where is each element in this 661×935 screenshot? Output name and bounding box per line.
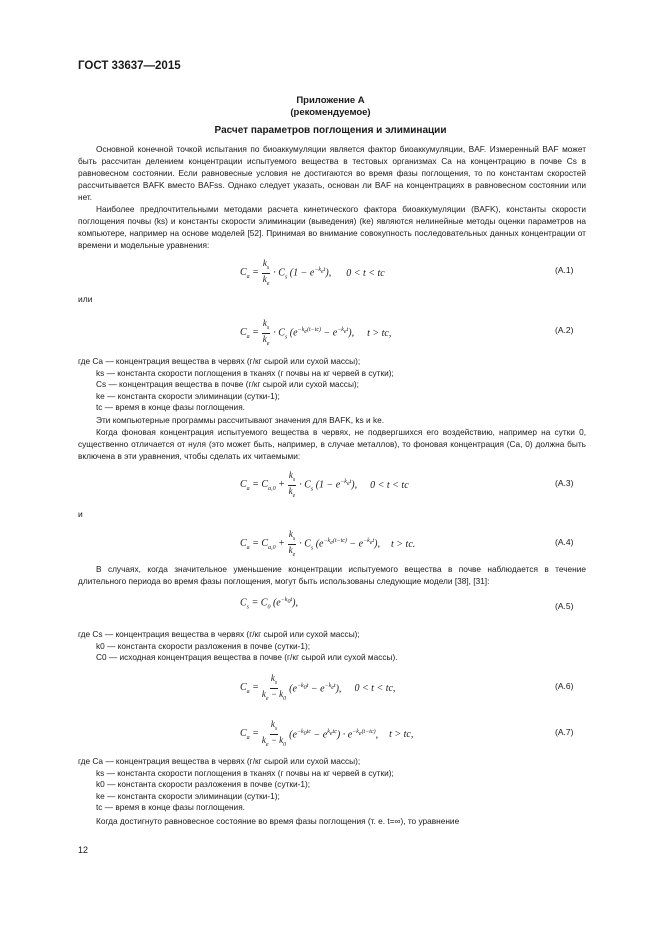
equation-a5-number: (A.5) (555, 601, 574, 611)
equation-a4-number: (A.4) (555, 537, 574, 547)
def-line: k0 — константа скорости разложения в почве (сутки-1); (96, 640, 311, 651)
def-line: C0 — исходная концентрация вещества в почве (г/кг сырой или сухой массы). (96, 652, 398, 662)
paragraph-1: Основной конечной точкой испытания по биоаккумуляции является фактор биоаккумуляции, BAF. Измеренный BAF может быть рассчитан делением концентрации испытуемого вещества в тестовых организмах Ca на концентрацию в почве Cs в равновесном состоянии. Если равновесные условия не достигаются во время фазы поглощения, то по константам скоростей рассчитывается BAFK вместо BAFss. Однако следует указать, основан ли BAF на концентрациях в равновесном состоянии или нет. (78, 144, 586, 202)
equation-a5: $C_s = C_0$ $(e^{-k_0t})$, (240, 597, 298, 611)
or-label: или (78, 294, 93, 304)
and-label: и (78, 509, 83, 519)
definitions-3 (78, 756, 586, 814)
paragraph-2: Наиболее предпочтительными методами расчета кинетического фактора биоаккумуляции (BAFK), константы скорости поглощения почвы (ks) и константы скорости элиминации (выведения) (ke) являются нелинейные методы оценки параметров на компьютере, например на основе моделей [52]. Принимая во внимание совокупность последовательных данных концентрации от времени и модельные уравнения: (78, 204, 586, 250)
definitions-2 (78, 629, 586, 664)
def-line: где Cs — концентрация вещества в червях (г/кг сырой или сухой массы); (78, 629, 360, 639)
definitions-1 (78, 356, 586, 414)
def-line: tc — время в конце фазы поглощения. (96, 402, 245, 412)
equation-a7-condition: t > tc, (389, 728, 414, 740)
def-line: ke — константа скорости элиминации (сутки-1); (96, 790, 280, 801)
section-title: Расчет параметров поглощения и элиминации (214, 125, 447, 136)
def-line: где Ca — концентрация вещества в червях (г/кг сырой или сухой массы); (78, 356, 361, 366)
equation-a1-number: (A.1) (555, 265, 574, 275)
intro-block (78, 143, 586, 251)
equation-a3-condition: 0 < t < tc (370, 479, 409, 491)
equation-a1-condition: 0 < t < tc (346, 267, 385, 279)
equation-a6-condition: 0 < t < tc, (354, 682, 396, 694)
def-line: Cs — концентрация вещества в почве (г/кг сырой или сухой массы); (96, 379, 359, 389)
def-line: где Ca — концентрация вещества в червях (г/кг сырой или сухой массы); (78, 756, 361, 766)
equation-a2-condition: t > tc, (367, 327, 392, 339)
equation-a3-number: (A.3) (555, 478, 574, 488)
def-line: k0 — константа скорости разложения в почве (сутки-1); (96, 779, 311, 789)
appendix-title: Приложение А (296, 95, 365, 106)
paragraph-3: Эти компьютерные программы рассчитывают значения для BAFK, ks и ke. (96, 415, 385, 425)
equation-a3: $C_a = C_{a,0}$ + $\frac{k_s}{k_e}$ · $C_s$ $(1 - e^{-k_et})$, 0 < t < tc (240, 470, 409, 499)
equation-a7: $C_a$ = $\frac{k_s}{k_e - k_0}$ $(e^{-k_0tc} - e^{k_etc}) \cdot e^{-k_e(t-tc)}$, t > tc, (240, 719, 414, 748)
def-line: tc — время в конце фазы поглощения. (96, 802, 245, 812)
equation-a6-number: (A.6) (555, 681, 574, 691)
equation-a6: $C_a$ = $\frac{k_s}{k_e - k_0}$ $(e^{-k_0t} - e^{-k_et})$, 0 < t < tc, (240, 673, 396, 702)
appendix-subtitle: (рекомендуемое) (290, 107, 371, 118)
block-3 (78, 563, 586, 587)
equation-a1: $C_a$ = $\frac{k_s}{k_e}$ · $C_s$ $(1 - e^{-k_et})$, 0 < t < tc (240, 258, 385, 287)
block-4 (78, 815, 586, 827)
def-line: ke — константа скорости элиминации (сутки-1); (96, 390, 280, 401)
block-2 (78, 414, 586, 462)
def-line: ks — константа скорости поглощения в тканях (г почвы на кг червей в сутки); (96, 367, 394, 378)
equation-a2: $C_a$ = $\frac{k_s}{k_e}$ · $C_s$ $(e^{-k_e(t-tc)} - e^{-k_et})$, t > tc, (240, 318, 392, 347)
doc-code: ГОСТ 33637—2015 (78, 60, 181, 72)
equation-a2-number: (A.2) (555, 325, 574, 335)
equation-a4: $C_a = C_{a,0}$ + $\frac{k_s}{k_e}$ · $C_s$ $(e^{-k_e(t-tc)} - e^{-k_et})$, t > tc. (240, 529, 416, 558)
equation-a7-number: (A.7) (555, 727, 574, 737)
paragraph-5: В случаях, когда значительное уменьшение концентрации испытуемого вещества в почве наблюдается в течение длительного периода во время фазы поглощения, могут быть использованы следующие модели [38], [31]: (78, 564, 586, 586)
equation-a4-condition: t > tc. (391, 538, 416, 550)
page-number: 12 (78, 845, 89, 855)
def-line: ks — константа скорости поглощения в тканях (г почвы на кг червей в сутки); (96, 767, 394, 778)
paragraph-4: Когда фоновая концентрация испытуемого вещества в червях, не подвергшихся его воздействию, например на сутки 0, существенно отличается от нуля (это может быть, например, в случае металлов), то фоновая концентрация (Ca, 0) должна быть включена в эти уравнения, чтобы сделать их читаемыми: (78, 427, 586, 461)
paragraph-6: Когда достигнуто равновесное состояние во время фазы поглощения (т. е. t=∞), то уравнение (96, 816, 460, 826)
